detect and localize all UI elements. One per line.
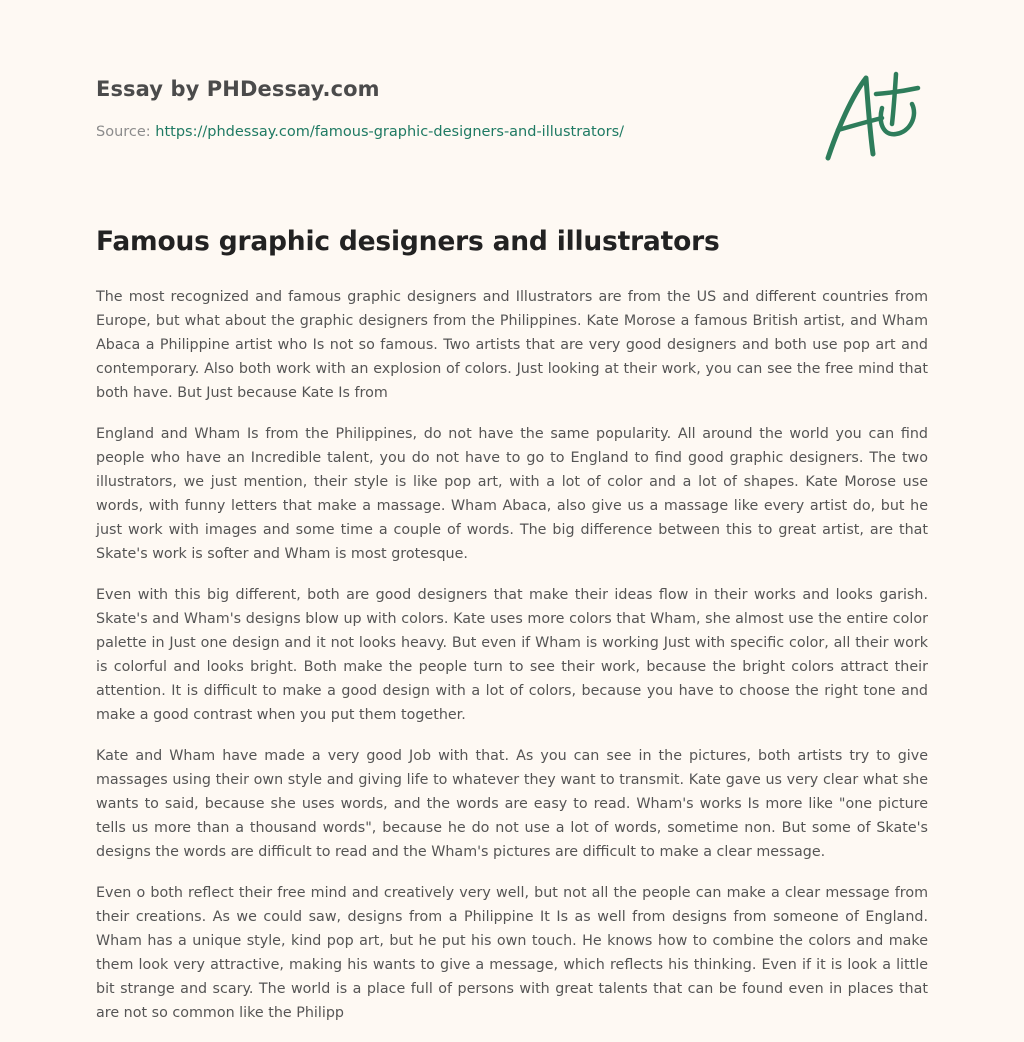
source-label: Source: [96, 124, 151, 140]
source-link[interactable]: https://phdessay.com/famous-graphic-designers-and-illustrators/ [155, 124, 625, 140]
essay-paragraph: Even with this big different, both are good designers that make their ideas flow in their works and looks garish. Skate's and Wham's designs blow up with colors. Kate uses more colors that Wham, she almost use the entire color palette in Just one design and it not looks heavy. But even if Wham is working Just with specific color, all their work is colorful and looks bright. Both make the people turn to see their work, because the bright colors attract their attention. It is difficult to make a good design with a lot of colors, because you have to choose the right tone and make a good contrast when you put them together. [96, 587, 928, 723]
site-title: Essay by PHDessay.com [96, 77, 380, 101]
a-plus-logo-icon [818, 66, 928, 166]
essay-paragraph: The most recognized and famous graphic designers and Illustrators are from the US and different countries from Europe, but what about the graphic designers from the Philippines. Kate Morose a famous British artist, and Wham Abaca a Philippine artist who Is not so famous. Two artists that are very good designers and both use pop art and contemporary. Also both work with an explosion of colors. Just looking at their work, you can see the free mind that both have. But Just because Kate Is from [96, 289, 928, 401]
a-plus-logo-svg [818, 66, 928, 166]
essay-body [96, 285, 928, 1042]
essay-paragraph: Kate and Wham have made a very good Job with that. As you can see in the pictures, both artists try to give massages using their own style and giving life to whatever they want to transmit. Kate gave us very clear what she wants to said, because she uses words, and the words are easy to read. Wham's works Is more like "one picture tells us more than a thousand words", because he do not use a lot of words, sometime non. But some of Skate's designs the words are difficult to read and the Wham's pictures are difficult to make a clear message. [96, 748, 928, 860]
essay-paragraph: Even o both reflect their free mind and creatively very well, but not all the people can make a clear message from their creations. As we could saw, designs from a Philippine It Is as well from designs from someone of England. Wham has a unique style, kind pop art, but he put his own touch. He knows how to combine the colors and make them look very attractive, making his wants to give a message, which reflects his thinking. Even if it is look a little bit strange and scary. The world is a place full of persons with great talents that can be found even in places that are not so common like the Philipp [96, 885, 928, 1021]
essay-title: Famous graphic designers and illustrators [96, 226, 720, 257]
source-line [96, 124, 624, 140]
essay-paragraph: England and Wham Is from the Philippines, do not have the same popularity. All around the world you can find people who have an Incredible talent, you do not have to go to England to find good graphic designers. The two illustrators, we just mention, their style is like pop art, with a lot of color and a lot of shapes. Kate Morose use words, with funny letters that make a massage. Wham Abaca, also give us a massage like every artist do, but he just work with images and some time a couple of words. The big difference between this to great artist, are that Skate's work is softer and Wham is most grotesque. [96, 426, 928, 562]
